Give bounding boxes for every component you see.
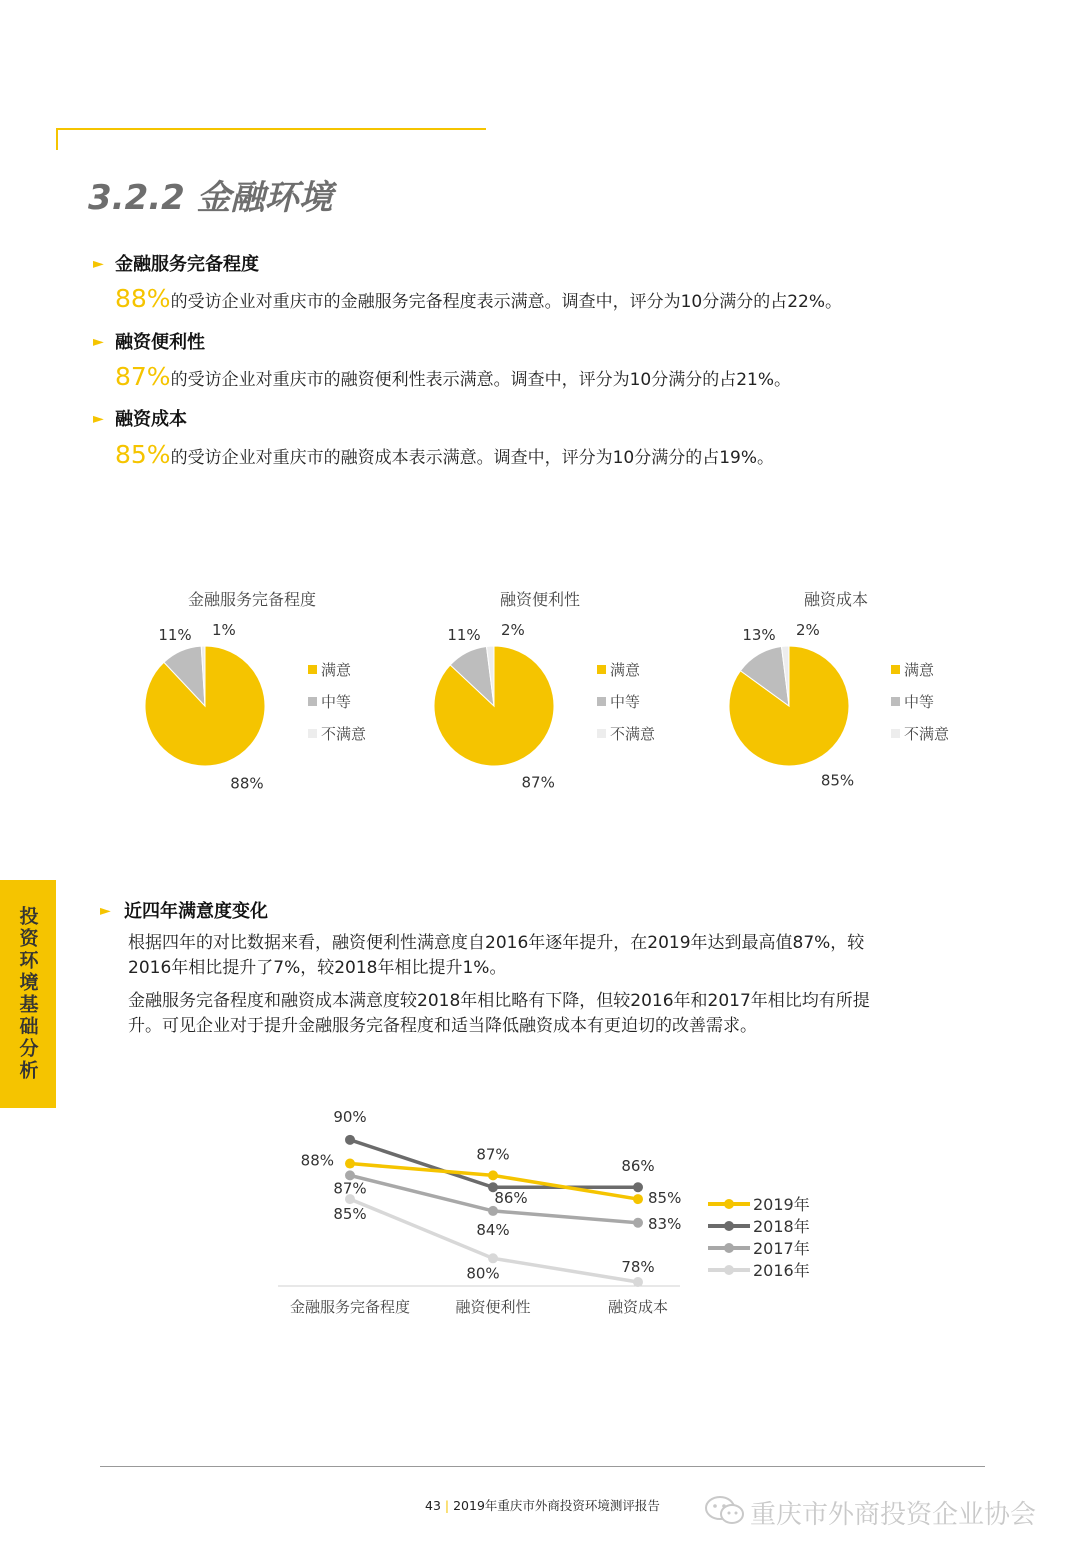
bullet-icon: ► <box>93 256 104 272</box>
header-accent-tick <box>56 128 58 150</box>
trend-p2-line-2: 升。可见企业对于提升金融服务完备程度和适当降低融资成本有更迫切的改善需求。 <box>128 1016 757 1036</box>
legend-marker <box>724 1243 734 1253</box>
item-heading-3: 融资成本 <box>115 409 187 430</box>
item-sentence-1: 的受访企业对重庆市的金融服务完备程度表示满意。调查中，评分为10分满分的占22%。 <box>170 292 842 312</box>
trend-p1-line-2: 2016年相比提升了7%，较2018年相比提升1%。 <box>128 958 507 978</box>
data-label: 86% <box>621 1157 655 1176</box>
legend-label: 2019年 <box>753 1195 810 1214</box>
legend-label: 2017年 <box>753 1239 810 1258</box>
x-tick-label: 金融服务完备程度 <box>289 1298 411 1316</box>
pie-label: 87% <box>521 773 555 790</box>
trend-line-chart <box>260 1100 860 1330</box>
x-tick-label: 融资便利性 <box>455 1298 531 1316</box>
legend-label: 满意 <box>321 661 352 679</box>
legend-swatch <box>891 697 900 706</box>
bullet-icon: ► <box>100 903 111 919</box>
data-point <box>633 1218 643 1228</box>
footer <box>425 1496 660 1514</box>
legend-swatch <box>597 665 606 674</box>
section-number: 3.2.2 <box>88 178 185 218</box>
side-tab-label: 投资环境基础分析 <box>16 906 39 1082</box>
x-tick-label: 融资成本 <box>607 1298 669 1316</box>
data-point <box>488 1253 498 1263</box>
legend-label: 不满意 <box>610 725 656 743</box>
data-label: 83% <box>648 1214 682 1233</box>
data-label: 86% <box>494 1189 528 1208</box>
data-label: 90% <box>333 1107 367 1126</box>
pie-label: 13% <box>742 626 776 644</box>
pie-title: 融资便利性 <box>499 590 581 609</box>
data-label: 87% <box>476 1145 510 1164</box>
pie-label: 85% <box>820 771 855 790</box>
item-heading-1: 金融服务完备程度 <box>115 254 259 275</box>
legend-label: 不满意 <box>321 725 367 743</box>
data-label: 80% <box>466 1264 500 1283</box>
legend-swatch <box>891 729 900 738</box>
header-accent-line <box>56 128 486 130</box>
item-pct-3: 85% <box>115 440 171 469</box>
pie-charts <box>0 580 1080 790</box>
pie-label: 88% <box>230 774 264 790</box>
footer-divider <box>100 1466 985 1467</box>
page-number: 43 <box>425 1498 441 1513</box>
data-point <box>488 1170 498 1180</box>
data-label: 78% <box>621 1258 655 1276</box>
item-pct-2: 87% <box>115 362 171 391</box>
data-point <box>633 1194 643 1204</box>
pie-label: 2% <box>796 621 820 639</box>
trend-paragraph-2 <box>128 989 1008 1039</box>
data-point <box>345 1159 355 1169</box>
data-point <box>633 1277 643 1287</box>
bullet-icon: ► <box>93 411 104 427</box>
data-point <box>633 1182 643 1192</box>
pie-label: 1% <box>212 621 236 639</box>
legend-label: 2018年 <box>753 1217 810 1236</box>
legend-label: 中等 <box>904 693 935 711</box>
legend-marker <box>724 1199 734 1209</box>
pie-label: 11% <box>158 626 192 644</box>
legend-label: 不满意 <box>904 725 950 743</box>
item-heading-2: 融资便利性 <box>115 332 205 353</box>
data-label: 85% <box>648 1189 682 1208</box>
item-pct-1: 88% <box>115 284 171 313</box>
item-text-3 <box>115 440 774 469</box>
pie-title: 融资成本 <box>803 590 869 609</box>
trend-p2-line-1: 金融服务完备程度和融资成本满意度较2018年相比略有下降，但较2016年和2017年相比均有所提 <box>128 991 870 1011</box>
legend-swatch <box>308 729 317 738</box>
data-label: 88% <box>300 1151 334 1170</box>
item-sentence-3: 的受访企业对重庆市的融资成本表示满意。调查中，评分为10分满分的占19%。 <box>170 448 774 468</box>
legend-label: 中等 <box>321 693 352 711</box>
legend-label: 满意 <box>904 661 935 679</box>
legend-label: 2016年 <box>753 1261 810 1280</box>
watermark: 重庆市外商投资企业协会 <box>750 1500 1037 1530</box>
pie-title: 金融服务完备程度 <box>187 590 317 609</box>
item-sentence-2: 的受访企业对重庆市的融资便利性表示满意。调查中，评分为10分满分的占21%。 <box>170 370 791 390</box>
legend-marker <box>724 1221 734 1231</box>
legend-swatch <box>597 729 606 738</box>
report-name: 2019年重庆市外商投资环境测评报告 <box>453 1498 660 1513</box>
bullet-icon: ► <box>93 334 104 350</box>
pie-label: 2% <box>501 621 525 639</box>
trend-heading: 近四年满意度变化 <box>124 901 268 922</box>
legend-marker <box>724 1265 734 1275</box>
data-label: 87% <box>333 1179 367 1198</box>
legend-label: 满意 <box>610 661 641 679</box>
legend-swatch <box>308 665 317 674</box>
side-tab <box>0 880 56 1108</box>
wechat-icon <box>703 1494 747 1526</box>
data-label: 84% <box>476 1220 510 1239</box>
item-text-1 <box>115 284 842 313</box>
footer-separator: | <box>444 1498 450 1513</box>
data-label: 85% <box>333 1205 367 1224</box>
data-point <box>345 1135 355 1145</box>
legend-swatch <box>308 697 317 706</box>
pie-label: 11% <box>447 626 481 644</box>
legend-swatch <box>597 697 606 706</box>
section-name: 金融环境 <box>196 178 333 218</box>
legend-label: 中等 <box>610 693 641 711</box>
trend-paragraph-1 <box>128 931 1008 981</box>
trend-p1-line-1: 根据四年的对比数据来看，融资便利性满意度自2016年逐年提升，在2019年达到最高值87%，较 <box>128 933 865 953</box>
item-text-2 <box>115 362 791 391</box>
legend-swatch <box>891 665 900 674</box>
data-point <box>488 1206 498 1216</box>
section-title <box>88 170 333 219</box>
